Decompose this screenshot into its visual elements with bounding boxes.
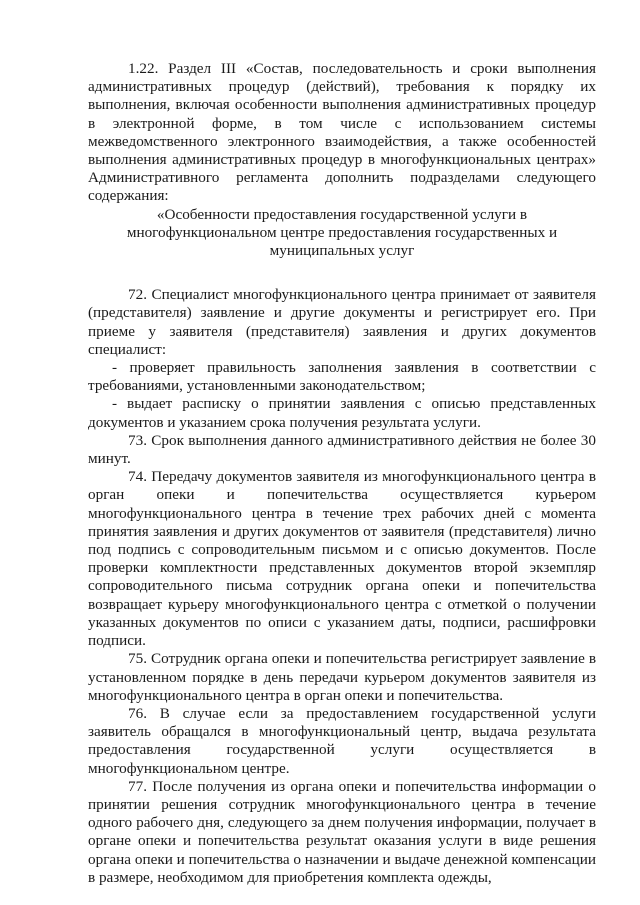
paragraph-72: 72. Специалист многофункционального центра принимает от заявителя (представителя) заявление и другие документы и регистрирует его. При приеме у заявителя (представителя) заявления и других документов специалист: [88,286,596,358]
paragraph-75: 75. Сотрудник органа опеки и попечительства регистрирует заявление в установленном порядке в день передачи курьером документов заявителя из многофункционального центра в орган опеки и попечительства. [88,650,596,704]
section-heading: «Особенности предоставления государственной услуги в многофункциональном центре предоставления государственных и муниципальных услуг [126,205,558,260]
paragraph-76: 76. В случае если за предоставлением государственной услуги заявитель обращался в многофункциональный центр, выдача результата предоставления государственной услуги осуществляется в многофункциональном центре. [88,704,596,777]
document-page [88,60,596,887]
blank-line [88,260,596,286]
paragraph-1-22: 1.22. Раздел III «Состав, последовательность и сроки выполнения административных процедур (действий), требования к порядку их выполнения, включая особенности выполнения административных процедур в электронной форме, в том числе с использованием системы межведомственного электронного взаимодействия, а также особенностей выполнения административных процедур в многофункциональных центрах» Административного регламента дополнить подразделами следующего содержания: [88,60,596,205]
paragraph-72-item-b: - выдает расписку о принятии заявления с описью представленных документов и указанием срока получения результата услуги. [88,395,596,431]
paragraph-72-item-a: - проверяет правильность заполнения заявления в соответствии с требованиями, установленными законодательством; [88,359,596,395]
paragraph-73: 73. Срок выполнения данного административного действия не более 30 минут. [88,431,596,468]
paragraph-77: 77. После получения из органа опеки и попечительства информации о принятии решения сотрудник многофункционального центра в течение одного рабочего дня, следующего за днем получения информации, получает в органе опеки и попечительства результат оказания услуги в виде решения органа опеки и попечительства о назначении и выдаче денежной компенсации в размере, необходимом для приобретения комплекта одежды, [88,777,596,886]
paragraph-74: 74. Передачу документов заявителя из многофункционального центра в орган опеки и попечительства осуществляется курьером многофункционального центра в течение трех рабочих дней с момента принятия заявления и других документов от заявителя (представителя) лично под подпись с сопроводительным письмом и с описью документов. После проверки комплектности представленных документов второй экземпляр сопроводительного письма сотрудник органа опеки и попечительства возвращает курьеру многофункционального центра с отметкой о получении указанных документов по описи с указанием даты, подписи, расшифровки подписи. [88,468,596,650]
